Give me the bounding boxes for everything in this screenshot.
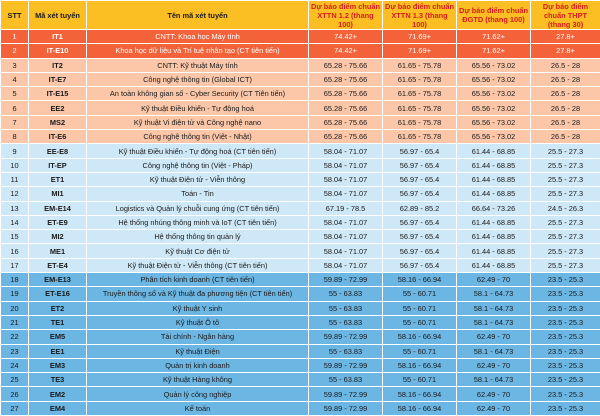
cell-thpt: 23.5 - 25.3 bbox=[531, 315, 600, 329]
cell-thpt: 24.5 - 26.3 bbox=[531, 201, 600, 215]
cell-xttn-1-2: 58.04 - 71.07 bbox=[309, 187, 383, 201]
cell-dgtd: 71.62+ bbox=[457, 44, 531, 58]
cell-code: IT1 bbox=[29, 30, 87, 44]
cell-stt: 15 bbox=[1, 230, 29, 244]
cell-name: An toàn không gian số - Cyber Security (CT Tiên tiến) bbox=[87, 87, 309, 101]
cell-name: Logistics và Quản lý chuỗi cung ứng (CT tiên tiến) bbox=[87, 201, 309, 215]
cell-xttn-1-2: 65.28 - 75.66 bbox=[309, 87, 383, 101]
cell-stt: 18 bbox=[1, 273, 29, 287]
cell-dgtd: 61.44 - 68.85 bbox=[457, 172, 531, 186]
cell-xttn-1-3: 56.97 - 65.4 bbox=[383, 244, 457, 258]
cell-dgtd: 65.56 - 73.02 bbox=[457, 130, 531, 144]
cell-xttn-1-3: 55 - 60.71 bbox=[383, 287, 457, 301]
cell-dgtd: 71.62+ bbox=[457, 30, 531, 44]
header-dgtd: Dự báo điểm chuẩn ĐGTD (thang 100) bbox=[457, 1, 531, 30]
cell-xttn-1-3: 56.97 - 65.4 bbox=[383, 230, 457, 244]
header-code: Mã xét tuyển bbox=[29, 1, 87, 30]
cell-xttn-1-2: 74.42+ bbox=[309, 44, 383, 58]
cell-xttn-1-2: 59.89 - 72.99 bbox=[309, 358, 383, 372]
cell-stt: 10 bbox=[1, 158, 29, 172]
table-row bbox=[1, 30, 600, 44]
cell-thpt: 25.5 - 27.3 bbox=[531, 258, 600, 272]
cell-name: Công nghệ thông tin (Global ICT) bbox=[87, 72, 309, 86]
cell-dgtd: 61.44 - 68.85 bbox=[457, 244, 531, 258]
cell-dgtd: 62.49 - 70 bbox=[457, 401, 531, 415]
cell-xttn-1-3: 62.89 - 85.2 bbox=[383, 201, 457, 215]
cell-name: Kế toán bbox=[87, 401, 309, 415]
cell-dgtd: 62.49 - 70 bbox=[457, 387, 531, 401]
cell-xttn-1-2: 58.04 - 71.07 bbox=[309, 144, 383, 158]
cell-xttn-1-2: 58.04 - 71.07 bbox=[309, 258, 383, 272]
cell-thpt: 27.8+ bbox=[531, 44, 600, 58]
cell-stt: 1 bbox=[1, 30, 29, 44]
cell-stt: 8 bbox=[1, 130, 29, 144]
cell-stt: 27 bbox=[1, 401, 29, 415]
cell-thpt: 23.5 - 25.3 bbox=[531, 358, 600, 372]
table-row bbox=[1, 287, 600, 301]
cell-dgtd: 62.49 - 70 bbox=[457, 330, 531, 344]
table-row bbox=[1, 101, 600, 115]
cell-stt: 25 bbox=[1, 373, 29, 387]
cell-dgtd: 58.1 - 64.73 bbox=[457, 301, 531, 315]
cell-xttn-1-3: 55 - 60.71 bbox=[383, 373, 457, 387]
cell-xttn-1-2: 58.04 - 71.07 bbox=[309, 244, 383, 258]
cell-code: MI1 bbox=[29, 187, 87, 201]
cell-xttn-1-2: 55 - 63.83 bbox=[309, 301, 383, 315]
cell-name: Hệ thống nhúng thông minh và IoT (CT tiên tiến) bbox=[87, 215, 309, 229]
cell-thpt: 27.8+ bbox=[531, 30, 600, 44]
cell-xttn-1-3: 61.65 - 75.78 bbox=[383, 58, 457, 72]
cell-name: Kỹ thuật Vi điện tử và Công nghệ nano bbox=[87, 115, 309, 129]
table-header bbox=[1, 1, 600, 30]
cell-thpt: 25.5 - 27.3 bbox=[531, 244, 600, 258]
cell-thpt: 25.5 - 27.3 bbox=[531, 187, 600, 201]
cell-dgtd: 58.1 - 64.73 bbox=[457, 315, 531, 329]
cell-name: Kỹ thuật Điều khiển - Tự động hoá (CT tiên tiến) bbox=[87, 144, 309, 158]
cell-name: CNTT: Khoa học Máy tính bbox=[87, 30, 309, 44]
cell-xttn-1-2: 65.28 - 75.66 bbox=[309, 101, 383, 115]
cell-xttn-1-3: 58.16 - 66.94 bbox=[383, 273, 457, 287]
table-row bbox=[1, 187, 600, 201]
cell-thpt: 23.5 - 25.3 bbox=[531, 401, 600, 415]
cell-xttn-1-3: 61.65 - 75.78 bbox=[383, 72, 457, 86]
cell-name: Kỹ thuật Điện tử - Viễn thông bbox=[87, 172, 309, 186]
cell-stt: 24 bbox=[1, 358, 29, 372]
table-row bbox=[1, 201, 600, 215]
cell-thpt: 23.5 - 25.3 bbox=[531, 301, 600, 315]
cell-stt: 11 bbox=[1, 172, 29, 186]
cell-xttn-1-2: 65.28 - 75.66 bbox=[309, 115, 383, 129]
cell-dgtd: 61.44 - 68.85 bbox=[457, 144, 531, 158]
cell-xttn-1-3: 55 - 60.71 bbox=[383, 301, 457, 315]
cell-code: ET-E4 bbox=[29, 258, 87, 272]
cell-name: Quản trị kinh doanh bbox=[87, 358, 309, 372]
table-row bbox=[1, 330, 600, 344]
cell-stt: 5 bbox=[1, 87, 29, 101]
cell-dgtd: 62.49 - 70 bbox=[457, 358, 531, 372]
cell-code: ET-E9 bbox=[29, 215, 87, 229]
cell-dgtd: 58.1 - 64.73 bbox=[457, 373, 531, 387]
cell-thpt: 23.5 - 25.3 bbox=[531, 287, 600, 301]
cell-xttn-1-3: 58.16 - 66.94 bbox=[383, 330, 457, 344]
cell-code: TE1 bbox=[29, 315, 87, 329]
table-row bbox=[1, 130, 600, 144]
table-row bbox=[1, 401, 600, 415]
cell-stt: 26 bbox=[1, 387, 29, 401]
cell-code: EE2 bbox=[29, 101, 87, 115]
cell-thpt: 26.5 - 28 bbox=[531, 72, 600, 86]
cell-stt: 20 bbox=[1, 301, 29, 315]
cell-dgtd: 61.44 - 68.85 bbox=[457, 230, 531, 244]
cell-thpt: 25.5 - 27.3 bbox=[531, 144, 600, 158]
cell-code: IT-E6 bbox=[29, 130, 87, 144]
cell-dgtd: 66.64 - 73.26 bbox=[457, 201, 531, 215]
cell-stt: 16 bbox=[1, 244, 29, 258]
cell-xttn-1-2: 59.89 - 72.99 bbox=[309, 401, 383, 415]
cell-stt: 19 bbox=[1, 287, 29, 301]
cell-xttn-1-3: 55 - 60.71 bbox=[383, 315, 457, 329]
table-row bbox=[1, 358, 600, 372]
cell-stt: 14 bbox=[1, 215, 29, 229]
cell-name: Kỹ thuật Điện bbox=[87, 344, 309, 358]
cell-dgtd: 65.56 - 73.02 bbox=[457, 58, 531, 72]
table-row bbox=[1, 258, 600, 272]
cell-stt: 23 bbox=[1, 344, 29, 358]
table-row bbox=[1, 158, 600, 172]
cell-xttn-1-3: 58.16 - 66.94 bbox=[383, 401, 457, 415]
cell-name: Tài chính - Ngân hàng bbox=[87, 330, 309, 344]
cell-code: EM5 bbox=[29, 330, 87, 344]
cell-name: Kỹ thuật Cơ điện tử bbox=[87, 244, 309, 258]
cell-code: EE-E8 bbox=[29, 144, 87, 158]
cell-dgtd: 61.44 - 68.85 bbox=[457, 215, 531, 229]
cell-xttn-1-2: 58.04 - 71.07 bbox=[309, 215, 383, 229]
cell-code: EM2 bbox=[29, 387, 87, 401]
cell-stt: 7 bbox=[1, 115, 29, 129]
cell-stt: 17 bbox=[1, 258, 29, 272]
header-xttn-1-3: Dự báo điểm chuẩn XTTN 1.3 (thang 100) bbox=[383, 1, 457, 30]
table-row bbox=[1, 115, 600, 129]
cell-xttn-1-2: 74.42+ bbox=[309, 30, 383, 44]
cell-dgtd: 58.1 - 64.73 bbox=[457, 287, 531, 301]
cell-xttn-1-2: 65.28 - 75.66 bbox=[309, 72, 383, 86]
cell-xttn-1-3: 61.65 - 75.78 bbox=[383, 87, 457, 101]
cell-thpt: 26.5 - 28 bbox=[531, 58, 600, 72]
cell-xttn-1-2: 58.04 - 71.07 bbox=[309, 172, 383, 186]
cell-xttn-1-2: 58.04 - 71.07 bbox=[309, 230, 383, 244]
cell-xttn-1-2: 59.89 - 72.99 bbox=[309, 387, 383, 401]
cell-stt: 21 bbox=[1, 315, 29, 329]
cell-name: Công nghệ thông tin (Việt - Pháp) bbox=[87, 158, 309, 172]
cell-xttn-1-2: 67.19 - 78.5 bbox=[309, 201, 383, 215]
cell-stt: 22 bbox=[1, 330, 29, 344]
cell-stt: 12 bbox=[1, 187, 29, 201]
cell-name: Toán - Tin bbox=[87, 187, 309, 201]
cell-code: EM-E14 bbox=[29, 201, 87, 215]
cell-xttn-1-3: 56.97 - 65.4 bbox=[383, 158, 457, 172]
cell-stt: 13 bbox=[1, 201, 29, 215]
cell-code: ME1 bbox=[29, 244, 87, 258]
cell-xttn-1-2: 55 - 63.83 bbox=[309, 287, 383, 301]
cell-dgtd: 65.56 - 73.02 bbox=[457, 115, 531, 129]
table-row bbox=[1, 58, 600, 72]
cell-xttn-1-3: 71.69+ bbox=[383, 44, 457, 58]
cell-name: Phân tích kinh doanh (CT tiên tiến) bbox=[87, 273, 309, 287]
cell-name: Kỹ thuật Y sinh bbox=[87, 301, 309, 315]
cell-xttn-1-3: 71.69+ bbox=[383, 30, 457, 44]
cell-dgtd: 65.56 - 73.02 bbox=[457, 101, 531, 115]
cell-dgtd: 65.56 - 73.02 bbox=[457, 87, 531, 101]
cell-code: EE1 bbox=[29, 344, 87, 358]
cell-thpt: 23.5 - 25.3 bbox=[531, 330, 600, 344]
cell-code: MS2 bbox=[29, 115, 87, 129]
cell-xttn-1-2: 59.89 - 72.99 bbox=[309, 330, 383, 344]
table-row bbox=[1, 144, 600, 158]
cell-stt: 4 bbox=[1, 72, 29, 86]
cell-name: Truyền thông số và Kỹ thuật đa phương tiện (CT tiên tiến) bbox=[87, 287, 309, 301]
header-xttn-1-2: Dự báo điểm chuẩn XTTN 1.2 (thang 100) bbox=[309, 1, 383, 30]
cell-xttn-1-3: 56.97 - 65.4 bbox=[383, 215, 457, 229]
cell-name: Khoa học dữ liệu và Trí tuệ nhân tạo (CT tiên tiến) bbox=[87, 44, 309, 58]
cell-code: ET2 bbox=[29, 301, 87, 315]
cell-thpt: 26.5 - 28 bbox=[531, 87, 600, 101]
table-row bbox=[1, 301, 600, 315]
table-row bbox=[1, 87, 600, 101]
cell-name: Kỹ thuật Ô tô bbox=[87, 315, 309, 329]
table-row bbox=[1, 315, 600, 329]
cell-thpt: 25.5 - 27.3 bbox=[531, 230, 600, 244]
cell-dgtd: 65.56 - 73.02 bbox=[457, 72, 531, 86]
cell-thpt: 23.5 - 25.3 bbox=[531, 273, 600, 287]
header-name: Tên mã xét tuyển bbox=[87, 1, 309, 30]
cell-name: Công nghệ thông tin (Việt - Nhật) bbox=[87, 130, 309, 144]
cell-xttn-1-3: 61.65 - 75.78 bbox=[383, 101, 457, 115]
cell-thpt: 23.5 - 25.3 bbox=[531, 387, 600, 401]
cell-xttn-1-3: 56.97 - 65.4 bbox=[383, 187, 457, 201]
table-row bbox=[1, 373, 600, 387]
cell-xttn-1-2: 55 - 63.83 bbox=[309, 344, 383, 358]
cell-stt: 2 bbox=[1, 44, 29, 58]
cell-thpt: 23.5 - 25.3 bbox=[531, 373, 600, 387]
cell-thpt: 25.5 - 27.3 bbox=[531, 172, 600, 186]
cell-code: IT-EP bbox=[29, 158, 87, 172]
cell-xttn-1-2: 65.28 - 75.66 bbox=[309, 58, 383, 72]
cell-dgtd: 61.44 - 68.85 bbox=[457, 187, 531, 201]
cell-dgtd: 61.44 - 68.85 bbox=[457, 258, 531, 272]
cell-code: ET1 bbox=[29, 172, 87, 186]
cell-code: EM3 bbox=[29, 358, 87, 372]
cell-xttn-1-2: 58.04 - 71.07 bbox=[309, 158, 383, 172]
cell-xttn-1-2: 55 - 63.83 bbox=[309, 373, 383, 387]
header-stt: STT bbox=[1, 1, 29, 30]
cell-xttn-1-2: 59.89 - 72.99 bbox=[309, 273, 383, 287]
cell-stt: 9 bbox=[1, 144, 29, 158]
cell-name: Quản lý công nghiệp bbox=[87, 387, 309, 401]
table-row bbox=[1, 72, 600, 86]
table-body bbox=[1, 30, 600, 416]
cell-name: Kỹ thuật Điện tử - Viễn thông (CT tiên tiến) bbox=[87, 258, 309, 272]
cell-dgtd: 62.49 - 70 bbox=[457, 273, 531, 287]
cell-thpt: 26.5 - 28 bbox=[531, 101, 600, 115]
cell-thpt: 26.5 - 28 bbox=[531, 130, 600, 144]
cell-code: MI2 bbox=[29, 230, 87, 244]
cell-stt: 6 bbox=[1, 101, 29, 115]
cell-code: IT-E15 bbox=[29, 87, 87, 101]
cell-code: IT-E7 bbox=[29, 72, 87, 86]
cell-xttn-1-3: 56.97 - 65.4 bbox=[383, 144, 457, 158]
header-thpt: Dự báo điểm chuẩn THPT (thang 30) bbox=[531, 1, 600, 30]
cell-stt: 3 bbox=[1, 58, 29, 72]
cell-xttn-1-3: 56.97 - 65.4 bbox=[383, 172, 457, 186]
cell-thpt: 23.5 - 25.3 bbox=[531, 344, 600, 358]
table-row bbox=[1, 244, 600, 258]
cell-xttn-1-2: 55 - 63.83 bbox=[309, 315, 383, 329]
cell-code: TE3 bbox=[29, 373, 87, 387]
cell-thpt: 25.5 - 27.3 bbox=[531, 158, 600, 172]
table-row bbox=[1, 172, 600, 186]
cell-code: EM4 bbox=[29, 401, 87, 415]
cell-xttn-1-3: 55 - 60.71 bbox=[383, 344, 457, 358]
cell-name: CNTT: Kỹ thuật Máy tính bbox=[87, 58, 309, 72]
cell-code: EM-E13 bbox=[29, 273, 87, 287]
table-row bbox=[1, 44, 600, 58]
cell-code: IT-E10 bbox=[29, 44, 87, 58]
table-row bbox=[1, 387, 600, 401]
cell-xttn-1-3: 58.16 - 66.94 bbox=[383, 387, 457, 401]
table-row bbox=[1, 273, 600, 287]
cell-xttn-1-3: 58.16 - 66.94 bbox=[383, 358, 457, 372]
cell-xttn-1-2: 65.28 - 75.66 bbox=[309, 130, 383, 144]
cell-xttn-1-3: 61.65 - 75.78 bbox=[383, 115, 457, 129]
table-row bbox=[1, 230, 600, 244]
cell-name: Kỹ thuật Hàng không bbox=[87, 373, 309, 387]
cell-code: ET-E16 bbox=[29, 287, 87, 301]
cell-code: IT2 bbox=[29, 58, 87, 72]
cell-name: Hệ thống thông tin quản lý bbox=[87, 230, 309, 244]
cell-dgtd: 58.1 - 64.73 bbox=[457, 344, 531, 358]
cell-xttn-1-3: 56.97 - 65.4 bbox=[383, 258, 457, 272]
cell-dgtd: 61.44 - 68.85 bbox=[457, 158, 531, 172]
cell-name: Kỹ thuật Điều khiển - Tự động hoá bbox=[87, 101, 309, 115]
table-row bbox=[1, 215, 600, 229]
cell-thpt: 25.5 - 27.3 bbox=[531, 215, 600, 229]
cell-xttn-1-3: 61.65 - 75.78 bbox=[383, 130, 457, 144]
table-row bbox=[1, 344, 600, 358]
cell-thpt: 26.5 - 28 bbox=[531, 115, 600, 129]
